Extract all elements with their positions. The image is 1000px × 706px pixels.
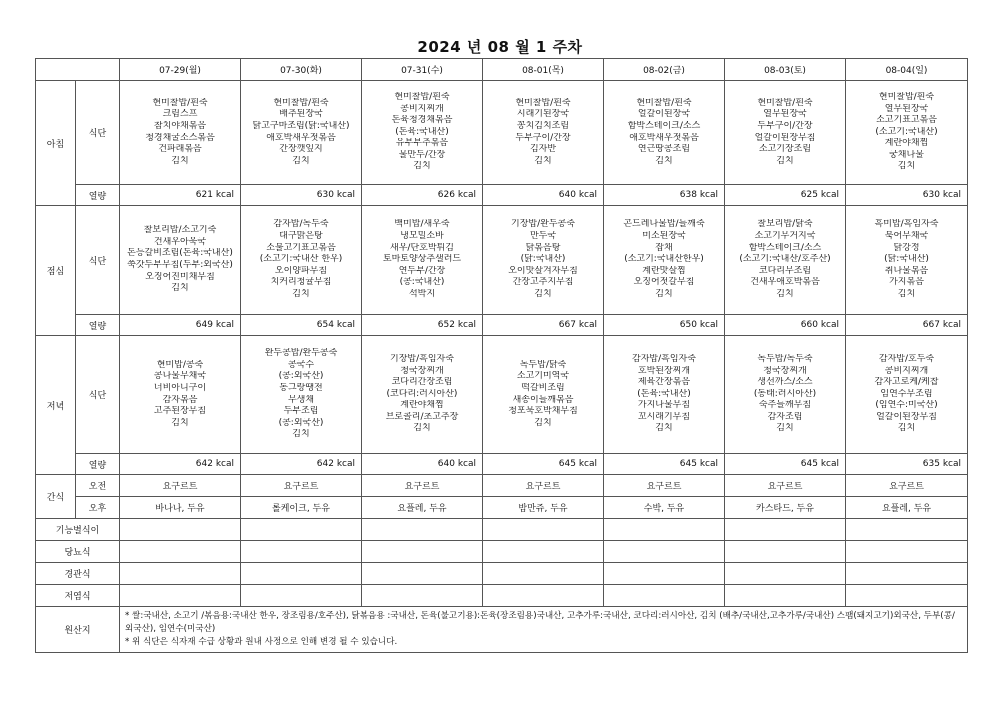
menu-item: 꽁치김치조림 xyxy=(516,120,570,131)
menu-item: 김자반 xyxy=(529,144,557,155)
menu-cell xyxy=(120,206,241,315)
menu-item: 김치 xyxy=(534,417,552,428)
snack-am-item: 요구르트 xyxy=(725,475,846,497)
menu-item: 석박지 xyxy=(408,288,436,299)
day-header: 07-30(화) xyxy=(241,59,362,81)
snack-am-item: 요구르트 xyxy=(120,475,241,497)
dinner-calorie-row xyxy=(36,454,968,475)
menu-item: 김치 xyxy=(897,161,916,172)
menu-item: 오이양파무침 xyxy=(274,265,328,276)
special-diet-cell xyxy=(483,519,604,541)
menu-item: 현미밥/콩죽 xyxy=(156,359,204,370)
snack-am-item: 요구르트 xyxy=(241,475,362,497)
menu-item: 소고기미역국 xyxy=(516,371,570,382)
breakfast-calorie-row xyxy=(36,185,968,206)
snack-am-item: 요구르트 xyxy=(604,475,725,497)
menu-cell xyxy=(483,336,604,454)
menu-item: 오징어진미채무침 xyxy=(145,271,215,282)
calorie-value: 640 kcal xyxy=(362,454,483,475)
menu-item: 감자밥/녹두죽 xyxy=(273,219,329,230)
menu-item: 소고기무거지국 xyxy=(754,231,816,242)
special-diet-label: 저염식 xyxy=(36,585,120,607)
menu-item: 돈육청경채볶음 xyxy=(391,115,453,126)
menu-item: 김치 xyxy=(292,155,310,166)
calorie-value: 642 kcal xyxy=(241,454,362,475)
menu-item: 김치 xyxy=(171,155,189,166)
menu-item: 김치 xyxy=(776,288,794,299)
menu-item: 코다리무조림 xyxy=(758,265,812,276)
special-diet-row xyxy=(36,519,968,541)
menu-item: 건새우아욱국 xyxy=(153,236,207,247)
calorie-value: 667 kcal xyxy=(483,315,604,336)
menu-item: 현미찰밥/흰죽 xyxy=(394,91,450,102)
menu-item: 함박스테이크/소스 xyxy=(627,120,701,131)
menu-item: 소고기표고볶음 xyxy=(876,115,937,126)
menu-item: 두부조림 xyxy=(283,406,319,417)
snack-label: 간식 xyxy=(36,475,76,519)
menu-item: (임연수:미국산) xyxy=(875,400,938,411)
snack-pm-item: 롤케이크, 두유 xyxy=(241,497,362,519)
menu-cell xyxy=(241,81,362,185)
calorie-label: 열량 xyxy=(76,315,120,336)
menu-item: 기장밥/흑임자죽 xyxy=(390,353,454,364)
special-diet-cell xyxy=(483,563,604,585)
special-diet-cell xyxy=(846,563,968,585)
menu-item: 청국장찌개 xyxy=(400,365,444,376)
snack-am-row xyxy=(36,475,968,497)
menu-item: 동그랑땡전 xyxy=(279,382,323,393)
menu-cell xyxy=(846,81,968,185)
menu-cell xyxy=(362,336,483,454)
menu-item: 오이맛살겨자무침 xyxy=(508,265,578,276)
menu-item: 콩비지찌개 xyxy=(400,103,444,114)
weekly-menu-table xyxy=(35,58,968,653)
menu-item: 계란야채찜 xyxy=(884,138,929,149)
calorie-value: 621 kcal xyxy=(120,185,241,206)
meal-section-label: 식단 xyxy=(76,206,120,315)
menu-item: 콩비지찌개 xyxy=(884,365,929,376)
menu-item: 시래기된장국 xyxy=(516,109,570,120)
snack-pm-item: 요플레, 두유 xyxy=(362,497,483,519)
menu-item: 간장깻잎지 xyxy=(279,144,323,155)
menu-item: 얼갈이된장국 xyxy=(637,109,691,120)
special-diet-cell xyxy=(241,541,362,563)
menu-item: 배추된장국 xyxy=(279,109,323,120)
special-diet-cell xyxy=(120,519,241,541)
menu-item: 김치 xyxy=(534,288,552,299)
menu-item: (동태:러시아산) xyxy=(753,388,817,399)
lunch-calorie-row xyxy=(36,315,968,336)
menu-item: 현미찰밥/흰죽 xyxy=(757,97,813,108)
menu-item: 생선까스/소스 xyxy=(757,377,813,388)
menu-item: 잡채 xyxy=(655,242,673,253)
menu-item: (소고기:국내산) xyxy=(875,126,938,137)
menu-item: 현미찰밥/흰죽 xyxy=(515,97,571,108)
calorie-value: 630 kcal xyxy=(846,185,968,206)
snack-pm-row xyxy=(36,497,968,519)
header-row xyxy=(36,59,968,81)
menu-item: 찰보리밥/닭죽 xyxy=(757,219,813,230)
calorie-value: 645 kcal xyxy=(725,454,846,475)
breakfast-menu-row xyxy=(36,81,968,185)
snack-pm-item: 밤만쥬, 두유 xyxy=(483,497,604,519)
special-diet-cell xyxy=(604,585,725,607)
special-diet-cell xyxy=(725,585,846,607)
special-diet-row xyxy=(36,541,968,563)
menu-item: 열무된장국 xyxy=(763,109,807,120)
menu-item: 김치 xyxy=(655,155,673,166)
special-diet-cell xyxy=(846,541,968,563)
menu-item: 물만두/간장 xyxy=(398,149,446,160)
snack-pm-item: 카스타드, 두유 xyxy=(725,497,846,519)
snack-pm-label: 오후 xyxy=(76,497,120,519)
menu-cell xyxy=(120,336,241,454)
day-header: 08-02(금) xyxy=(604,59,725,81)
menu-item: 현미찰밥/흰죽 xyxy=(273,97,329,108)
day-header: 08-04(일) xyxy=(846,59,968,81)
special-diet-cell xyxy=(483,541,604,563)
menu-item: 연근땅콩조림 xyxy=(637,144,691,155)
menu-cell xyxy=(483,206,604,315)
menu-item: (코다리:러시아산) xyxy=(386,388,458,399)
special-diet-cell xyxy=(120,585,241,607)
day-header: 07-31(수) xyxy=(362,59,483,81)
menu-item: 북어무채국 xyxy=(884,231,929,242)
menu-item: 브로콜리/초고추장 xyxy=(385,411,459,422)
menu-cell xyxy=(241,206,362,315)
menu-item: 얼갈이된장무침 xyxy=(754,132,816,143)
menu-cell xyxy=(120,81,241,185)
menu-item: 찰보리밥/소고기죽 xyxy=(143,225,217,236)
menu-cell xyxy=(846,206,968,315)
menu-item: 현미찰밥/흰죽 xyxy=(636,97,692,108)
menu-item: 쑥갓두부무침(두부:외국산) xyxy=(127,260,233,270)
calorie-value: 645 kcal xyxy=(483,454,604,475)
day-header: 08-01(목) xyxy=(483,59,604,81)
day-header: 08-03(토) xyxy=(725,59,846,81)
menu-item: 닭강정 xyxy=(893,242,920,253)
menu-item: 꼬시래기무침 xyxy=(637,411,691,422)
menu-cell xyxy=(604,336,725,454)
menu-item: 두부구이/간장 xyxy=(757,120,813,131)
special-diet-cell xyxy=(604,563,725,585)
menu-item: 새송이들깨볶음 xyxy=(512,394,574,405)
menu-item: 김치 xyxy=(292,288,310,299)
menu-item: 닭볶음탕 xyxy=(525,242,561,253)
lunch-menu-row xyxy=(36,206,968,315)
menu-item: 감자조림 xyxy=(767,411,803,422)
menu-item: 콩나물무채국 xyxy=(153,371,207,382)
menu-item: (돈육:국내산) xyxy=(395,126,449,137)
calorie-value: 660 kcal xyxy=(725,315,846,336)
breakfast-label: 아침 xyxy=(36,81,76,206)
menu-item: 김치 xyxy=(897,423,916,434)
menu-item: 오징어젓갈무침 xyxy=(633,277,695,288)
special-diet-row xyxy=(36,563,968,585)
menu-item: 감자볶음 xyxy=(162,394,198,405)
menu-item: 감자밥/호두죽 xyxy=(878,353,935,364)
special-diet-cell xyxy=(483,585,604,607)
calorie-value: 667 kcal xyxy=(846,315,968,336)
special-diet-cell xyxy=(362,541,483,563)
meal-section-label: 식단 xyxy=(76,81,120,185)
menu-item: 건파래볶음 xyxy=(158,144,202,155)
menu-item: 애호박새우젓볶음 xyxy=(266,132,336,143)
origin-row xyxy=(36,607,968,653)
menu-item: 김치 xyxy=(776,155,794,166)
menu-item: 현미찰밥/흰죽 xyxy=(152,97,208,108)
menu-item: 가지볶음 xyxy=(889,277,924,288)
special-diet-cell xyxy=(120,541,241,563)
menu-item: 김치 xyxy=(655,423,673,434)
menu-item: 콩국수 xyxy=(287,359,315,370)
special-diet-cell xyxy=(725,541,846,563)
menu-item: 현미찰밥/흰죽 xyxy=(878,91,935,102)
calorie-value: 650 kcal xyxy=(604,315,725,336)
menu-item: 녹두밥/닭죽 xyxy=(519,359,567,370)
calorie-value: 640 kcal xyxy=(483,185,604,206)
menu-item: 떡갈비조림 xyxy=(521,382,565,393)
menu-item: 김치 xyxy=(776,423,794,434)
calorie-value: 654 kcal xyxy=(241,315,362,336)
menu-item: 참치야채볶음 xyxy=(153,120,207,131)
menu-item: 궁채나물 xyxy=(889,149,924,160)
special-diet-cell xyxy=(846,519,968,541)
page-title: 2024 년 08 월 1 주차 xyxy=(417,38,583,56)
special-diet-cell xyxy=(241,519,362,541)
menu-item: 백미밥/새우죽 xyxy=(394,219,450,230)
special-diet-row xyxy=(36,585,968,607)
menu-item: 김치 xyxy=(413,161,431,172)
menu-item: 김치 xyxy=(655,288,673,299)
menu-item: 취나물볶음 xyxy=(884,265,929,276)
calorie-value: 652 kcal xyxy=(362,315,483,336)
menu-item: 만두국 xyxy=(529,231,557,242)
special-diet-cell xyxy=(604,519,725,541)
menu-cell xyxy=(725,336,846,454)
special-diet-cell xyxy=(362,519,483,541)
origin-line: * 쌀:국내산, 소고기 /볶음용:국내산 한우, 장조림용/호주산), 닭볶음용 :국내산, 돈육(불고기용):돈육(장조림용)국내산, 고추가루:국내산, 코다리:러시아산, 김치 (배추/국내산,고추가루/국내산) 스팸(돼지고기)외국산, 두부(콩/외국산), 임연수(미국산) xyxy=(125,611,955,634)
menu-item: 곤드레나물밥/들깨죽 xyxy=(623,219,705,230)
calorie-value: 645 kcal xyxy=(604,454,725,475)
origin-text xyxy=(120,607,968,653)
calorie-value: 649 kcal xyxy=(120,315,241,336)
menu-item: 가지나물무침 xyxy=(637,400,691,411)
origin-label: 원산지 xyxy=(36,607,120,653)
menu-item: 청국장찌개 xyxy=(763,365,807,376)
menu-item: 대구맑은탕 xyxy=(279,231,323,242)
menu-item: 감자고로케/케찹 xyxy=(874,377,939,388)
menu-item: 기장밥/완두콩죽 xyxy=(511,219,575,230)
special-diet-cell xyxy=(241,563,362,585)
menu-item: 건새우애호박볶음 xyxy=(750,277,820,288)
special-diet-label: 기능별식이 xyxy=(36,519,120,541)
menu-item: 계란맛살찜 xyxy=(642,265,686,276)
menu-item: (소고기:국내산/호주산) xyxy=(739,254,831,265)
special-diet-label: 당뇨식 xyxy=(36,541,120,563)
menu-item: 청포묵호박채무침 xyxy=(508,406,578,417)
snack-pm-item: 요플레, 두유 xyxy=(846,497,968,519)
menu-item: 토마토양상추샐러드 xyxy=(382,254,462,265)
special-diet-cell xyxy=(362,563,483,585)
menu-item: 돈등갈비조림(돈육:국내산) xyxy=(127,248,233,259)
menu-item: (콩:외국산) xyxy=(278,371,324,382)
menu-item: 간장고추지무침 xyxy=(512,277,574,288)
special-diet-cell xyxy=(362,585,483,607)
menu-item: (닭:국내산) xyxy=(884,254,929,265)
special-diet-cell xyxy=(120,563,241,585)
menu-item: 제육간장볶음 xyxy=(637,377,691,388)
menu-item: 김치 xyxy=(534,155,552,166)
menu-item: 함박스테이크/소스 xyxy=(748,242,822,253)
snack-pm-item: 수박, 두유 xyxy=(604,497,725,519)
dinner-menu-row xyxy=(36,336,968,454)
corner-cell xyxy=(36,59,120,81)
menu-item: 김치 xyxy=(171,283,189,294)
calorie-value: 642 kcal xyxy=(120,454,241,475)
calorie-value: 630 kcal xyxy=(241,185,362,206)
menu-cell xyxy=(725,81,846,185)
calorie-label: 열량 xyxy=(76,185,120,206)
menu-item: 유부부추볶음 xyxy=(395,138,449,149)
menu-item: 코다리간장조림 xyxy=(391,377,453,388)
menu-item: 청경채굴소스볶음 xyxy=(145,132,215,143)
special-diet-cell xyxy=(241,585,362,607)
special-diet-cell xyxy=(604,541,725,563)
menu-item: 고추된장무침 xyxy=(153,406,207,417)
menu-item: 열무된장국 xyxy=(884,103,929,114)
menu-item: 무생채 xyxy=(287,394,315,405)
menu-item: 소고기장조림 xyxy=(758,144,812,155)
calorie-value: 638 kcal xyxy=(604,185,725,206)
menu-item: (콩:국내산) xyxy=(399,277,445,288)
menu-item: (소고기:국내산한우) xyxy=(624,254,704,265)
menu-cell xyxy=(846,336,968,454)
menu-item: 미소된장국 xyxy=(642,231,686,242)
origin-line: * 위 식단은 식자재 수급 상황과 원내 사정으로 인해 변경 될 수 있습니다. xyxy=(125,637,398,647)
menu-item: 김치 xyxy=(292,429,310,440)
menu-item: 새우/단호박튀김 xyxy=(390,242,454,253)
menu-item: 크림스프 xyxy=(162,109,198,120)
special-diet-cell xyxy=(846,585,968,607)
menu-cell xyxy=(725,206,846,315)
menu-item: 애호박새우젓볶음 xyxy=(629,132,699,143)
menu-item: 임연수무조림 xyxy=(880,388,933,399)
special-diet-cell xyxy=(725,563,846,585)
calorie-label: 열량 xyxy=(76,454,120,475)
menu-item: 너비아니구이 xyxy=(153,382,207,393)
menu-cell xyxy=(483,81,604,185)
snack-am-item: 요구르트 xyxy=(362,475,483,497)
menu-item: 숙주들깨무침 xyxy=(758,400,812,411)
menu-cell xyxy=(241,336,362,454)
meal-section-label: 식단 xyxy=(76,336,120,454)
lunch-label: 점심 xyxy=(36,206,76,336)
snack-am-item: 요구르트 xyxy=(483,475,604,497)
menu-item: 닭고구마조림(닭:국내산) xyxy=(252,120,350,131)
snack-pm-item: 바나나, 두유 xyxy=(120,497,241,519)
menu-item: 연두부/간장 xyxy=(398,265,446,276)
special-diet-cell xyxy=(725,519,846,541)
menu-item: (돈육:국내산) xyxy=(637,388,691,399)
dinner-label: 저녁 xyxy=(36,336,76,475)
menu-cell xyxy=(604,206,725,315)
menu-item: 흑미밥/흑임자죽 xyxy=(874,219,939,230)
menu-item: 치커리청귤무침 xyxy=(270,277,332,288)
special-diet-label: 경관식 xyxy=(36,563,120,585)
menu-item: (소고기:국내산 한우) xyxy=(259,254,343,265)
menu-item: 얼갈이된장무침 xyxy=(876,411,937,422)
menu-item: 완두콩밥/완두콩죽 xyxy=(264,348,338,359)
menu-item: 계란야채찜 xyxy=(400,400,444,411)
menu-item: 김치 xyxy=(171,417,189,428)
menu-cell xyxy=(604,81,725,185)
menu-item: 김치 xyxy=(413,423,431,434)
calorie-value: 635 kcal xyxy=(846,454,968,475)
menu-cell xyxy=(362,81,483,185)
menu-item: 소불고기표고볶음 xyxy=(266,242,336,253)
snack-am-label: 오전 xyxy=(76,475,120,497)
menu-item: 김치 xyxy=(897,288,916,299)
calorie-value: 626 kcal xyxy=(362,185,483,206)
menu-item: 감자밥/흑임자죽 xyxy=(632,353,696,364)
day-header: 07-29(월) xyxy=(120,59,241,81)
menu-item: 녹두밥/녹두죽 xyxy=(757,353,813,364)
menu-item: 호박된장찌개 xyxy=(637,365,691,376)
menu-item: 냉모밀소바 xyxy=(400,231,444,242)
menu-item: (닭:국내산) xyxy=(520,254,566,265)
calorie-value: 625 kcal xyxy=(725,185,846,206)
menu-cell xyxy=(362,206,483,315)
menu-item: 두부구이/간장 xyxy=(515,132,571,143)
snack-am-item: 요구르트 xyxy=(846,475,968,497)
menu-item: (콩:외국산) xyxy=(278,417,324,428)
